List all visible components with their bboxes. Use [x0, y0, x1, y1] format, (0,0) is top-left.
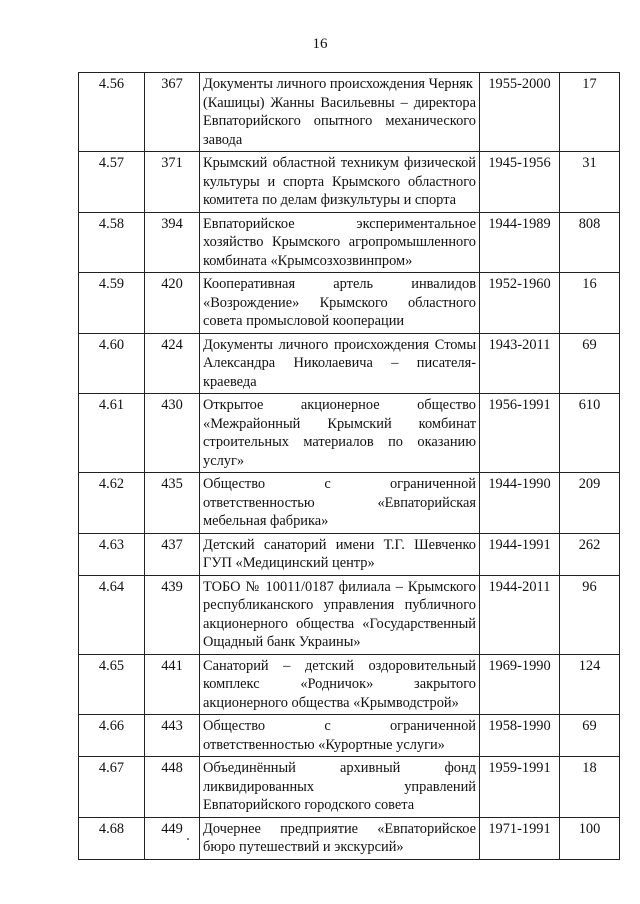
table-row [79, 757, 620, 818]
item-count-cell: 96 [560, 575, 620, 654]
item-count-cell: 69 [560, 715, 620, 757]
fund-number-cell: 430 [145, 394, 200, 473]
item-count-cell: 17 [560, 73, 620, 152]
fund-description-cell: ТОБО № 10011/0187 филиала – Крымского республиканского управления публичного акционерного общества «Государственный Ощадный банк Украины» [200, 575, 480, 654]
fund-number-cell: 441 [145, 654, 200, 715]
row-number-cell: 4.58 [79, 212, 145, 273]
item-count-cell: 610 [560, 394, 620, 473]
table-row [79, 473, 620, 534]
fund-description-cell: Санаторий – детский оздоровительный комплекс «Родничок» закрытого акционерного общества «Крымводстрой» [200, 654, 480, 715]
fund-number-cell: 449 [145, 817, 200, 859]
fund-description-cell: Дочернее предприятие «Евпаторийское бюро путешествий и экскурсий» [200, 817, 480, 859]
fund-description-cell: Общество с ограниченной ответственностью «Курортные услуги» [200, 715, 480, 757]
date-range-cell: 1945-1956 [480, 152, 560, 213]
item-count-cell: 69 [560, 333, 620, 394]
date-range-cell: 1944-1989 [480, 212, 560, 273]
fund-number-cell: 394 [145, 212, 200, 273]
fund-description-cell: Документы личного происхождения Стомы Александра Николаевича – писателя-краеведа [200, 333, 480, 394]
row-number-cell: 4.59 [79, 273, 145, 334]
row-number-cell: 4.63 [79, 533, 145, 575]
table-row [79, 212, 620, 273]
fund-number-cell: 439 [145, 575, 200, 654]
fund-description-cell: Евпаторийское экспериментальное хозяйство Крымского агропромышленного комбината «Крымсозхозвинпром» [200, 212, 480, 273]
fund-number-cell: 443 [145, 715, 200, 757]
date-range-cell: 1958-1990 [480, 715, 560, 757]
item-count-cell: 100 [560, 817, 620, 859]
date-range-cell: 1971-1991 [480, 817, 560, 859]
item-count-cell: 31 [560, 152, 620, 213]
item-count-cell: 18 [560, 757, 620, 818]
date-range-cell: 1955-2000 [480, 73, 560, 152]
item-count-cell: 262 [560, 533, 620, 575]
table-row [79, 273, 620, 334]
item-count-cell: 209 [560, 473, 620, 534]
date-range-cell: 1969-1990 [480, 654, 560, 715]
table-row [79, 654, 620, 715]
row-number-cell: 4.57 [79, 152, 145, 213]
table-row [79, 715, 620, 757]
table-row [79, 73, 620, 152]
fund-number-cell: 371 [145, 152, 200, 213]
row-number-cell: 4.67 [79, 757, 145, 818]
date-range-cell: 1952-1960 [480, 273, 560, 334]
page-number: 16 [312, 36, 328, 52]
fund-description-cell: Кооперативная артель инвалидов «Возрождение» Крымского областного совета промысловой кооперации [200, 273, 480, 334]
row-number-cell: 4.64 [79, 575, 145, 654]
fund-number-cell: 437 [145, 533, 200, 575]
table-row [79, 394, 620, 473]
table-row [79, 152, 620, 213]
item-count-cell: 16 [560, 273, 620, 334]
fund-number-cell: 424 [145, 333, 200, 394]
row-number-cell: 4.60 [79, 333, 145, 394]
fund-number-cell: 435 [145, 473, 200, 534]
table-row [79, 533, 620, 575]
fund-number-cell: 420 [145, 273, 200, 334]
date-range-cell: 1944-1990 [480, 473, 560, 534]
date-range-cell: 1944-1991 [480, 533, 560, 575]
table-row [79, 817, 620, 859]
table-row [79, 333, 620, 394]
row-number-cell: 4.65 [79, 654, 145, 715]
archive-fund-table [78, 72, 620, 860]
row-number-cell: 4.62 [79, 473, 145, 534]
table-body [79, 73, 620, 860]
row-number-cell: 4.56 [79, 73, 145, 152]
date-range-cell: 1944-2011 [480, 575, 560, 654]
date-range-cell: 1956-1991 [480, 394, 560, 473]
fund-description-cell: Детский санаторий имени Т.Г. Шевченко ГУП «Медицинский центр» [200, 533, 480, 575]
row-number-cell: 4.66 [79, 715, 145, 757]
fund-description-cell: Объединённый архивный фонд ликвидированных управлений Евпаторийского городского совета [200, 757, 480, 818]
table-row [79, 575, 620, 654]
fund-description-cell: Крымский областной техникум физической культуры и спорта Крымского областного комитета по делам физкультуры и спорта [200, 152, 480, 213]
item-count-cell: 124 [560, 654, 620, 715]
fund-number-cell: 448 [145, 757, 200, 818]
fund-description-cell: Документы личного происхождения Черняк (Кашицы) Жанны Васильевны – директора Евпаторийского опытного механического завода [200, 73, 480, 152]
date-range-cell: 1959-1991 [480, 757, 560, 818]
fund-description-cell: Общество с ограниченной ответственностью «Евпаторийская мебельная фабрика» [200, 473, 480, 534]
row-number-cell: 4.68 [79, 817, 145, 859]
fund-number-cell: 367 [145, 73, 200, 152]
item-count-cell: 808 [560, 212, 620, 273]
fund-description-cell: Открытое акционерное общество «Межрайонный Крымский комбинат строительных материалов по оказанию услуг» [200, 394, 480, 473]
date-range-cell: 1943-2011 [480, 333, 560, 394]
scan-speck [187, 838, 189, 840]
row-number-cell: 4.61 [79, 394, 145, 473]
